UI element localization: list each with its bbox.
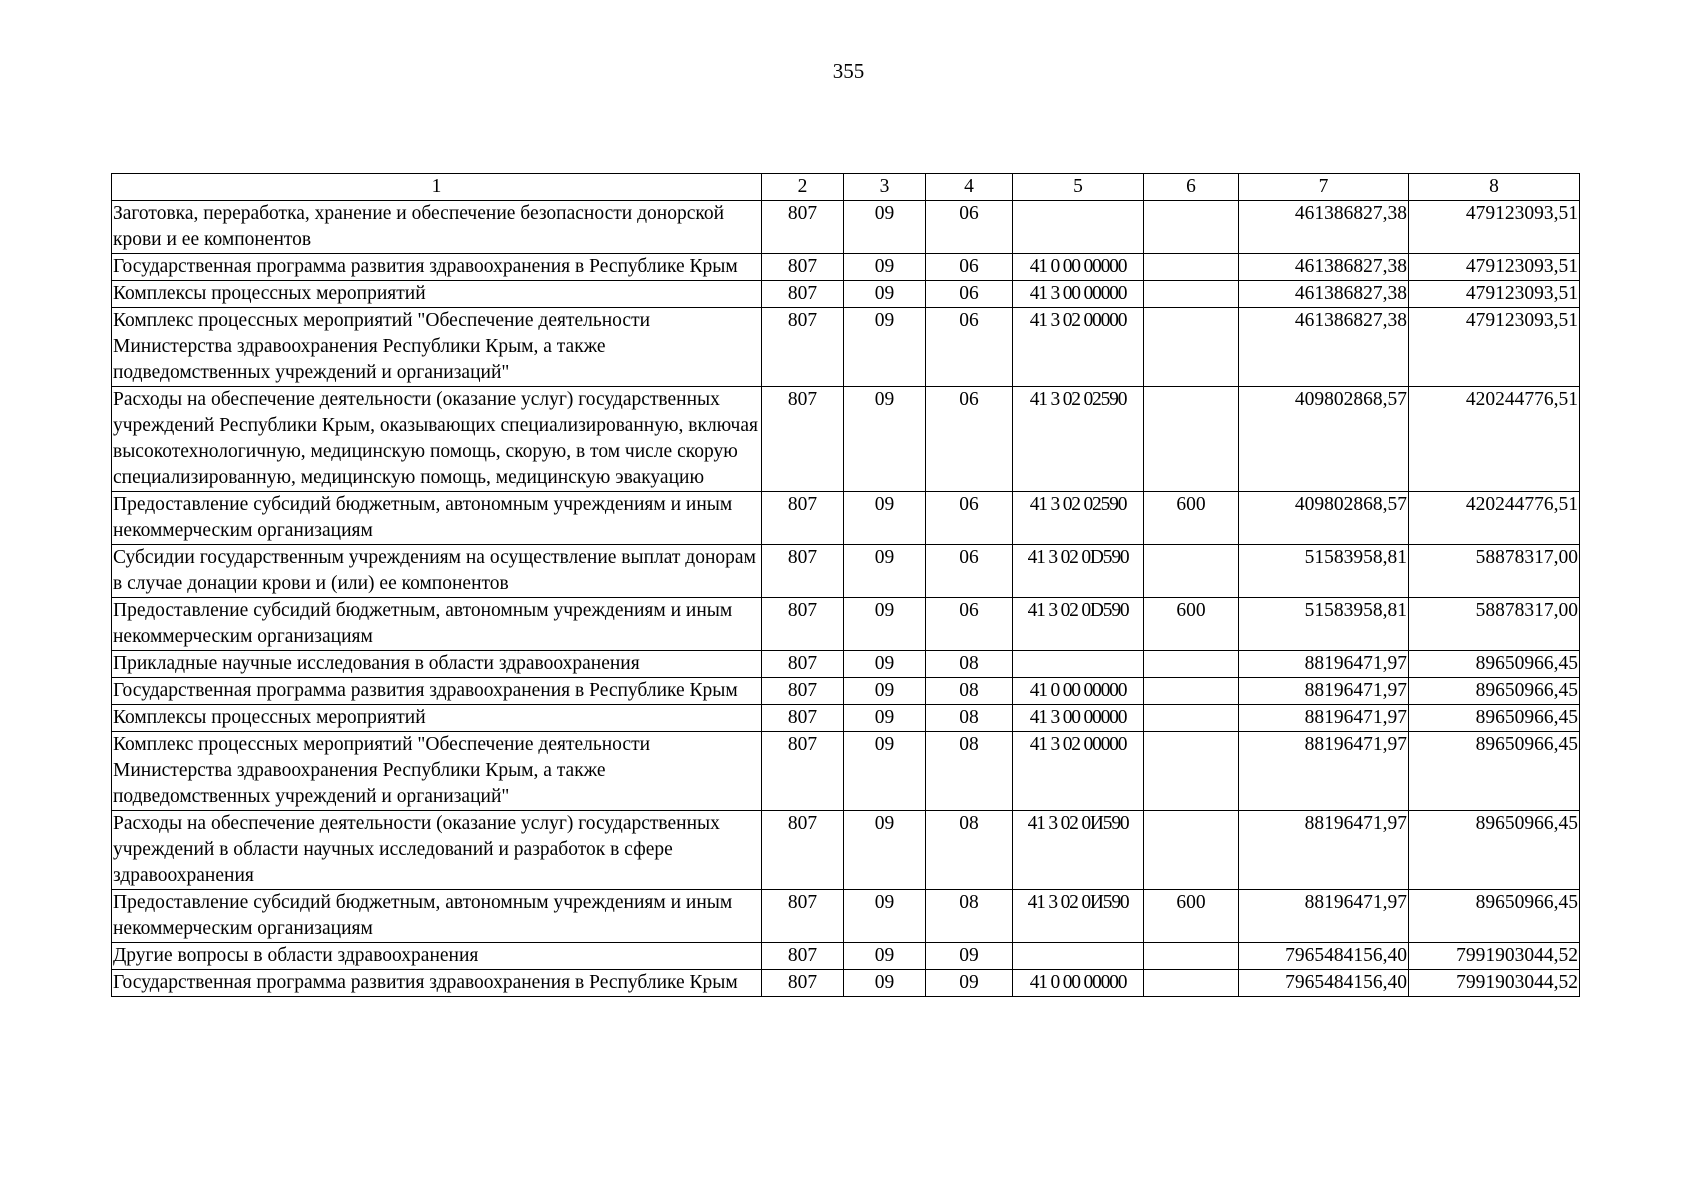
table-row — [112, 811, 1580, 890]
expense-type-cell — [1144, 970, 1239, 997]
target-article-cell — [1013, 943, 1144, 970]
target-article-cell: 41 0 00 00000 — [1013, 678, 1144, 705]
amount-year-1-cell: 88196471,97 — [1239, 732, 1409, 811]
amount-year-1-cell: 88196471,97 — [1239, 811, 1409, 890]
section-cell: 09 — [844, 254, 926, 281]
section-cell: 09 — [844, 545, 926, 598]
header-cell: 3 — [844, 174, 926, 201]
subsection-cell: 06 — [926, 201, 1013, 254]
section-cell: 09 — [844, 705, 926, 732]
subsection-cell: 08 — [926, 678, 1013, 705]
table-row — [112, 201, 1580, 254]
section-cell: 09 — [844, 598, 926, 651]
table-row — [112, 598, 1580, 651]
amount-year-2-cell: 89650966,45 — [1409, 890, 1580, 943]
header-cell: 6 — [1144, 174, 1239, 201]
amount-year-1-cell: 409802868,57 — [1239, 492, 1409, 545]
subsection-cell: 06 — [926, 281, 1013, 308]
amount-year-2-cell: 7991903044,52 — [1409, 970, 1580, 997]
section-cell: 09 — [844, 678, 926, 705]
table-row — [112, 651, 1580, 678]
target-article-cell: 41 3 00 00000 — [1013, 705, 1144, 732]
row-name-cell: Расходы на обеспечение деятельности (оказание услуг) государственных учреждений Республики Крым, оказывающих специализированную, включая высокотехнологичную, медицинскую помощь, скорую, в том числе скорую специализированную, медицинскую помощь, медицинскую эвакуацию — [112, 387, 762, 492]
admin-code-cell: 807 — [762, 201, 844, 254]
amount-year-2-cell: 89650966,45 — [1409, 705, 1580, 732]
expense-type-cell: 600 — [1144, 492, 1239, 545]
amount-year-2-cell: 89650966,45 — [1409, 732, 1580, 811]
amount-year-2-cell: 89650966,45 — [1409, 678, 1580, 705]
section-cell: 09 — [844, 281, 926, 308]
expense-type-cell — [1144, 678, 1239, 705]
row-name-cell: Прикладные научные исследования в области здравоохранения — [112, 651, 762, 678]
amount-year-1-cell: 461386827,38 — [1239, 281, 1409, 308]
table-row — [112, 970, 1580, 997]
table-row — [112, 678, 1580, 705]
section-cell: 09 — [844, 387, 926, 492]
subsection-cell: 08 — [926, 890, 1013, 943]
admin-code-cell: 807 — [762, 732, 844, 811]
section-cell: 09 — [844, 811, 926, 890]
expense-type-cell — [1144, 281, 1239, 308]
header-cell: 8 — [1409, 174, 1580, 201]
amount-year-2-cell: 58878317,00 — [1409, 545, 1580, 598]
expense-type-cell: 600 — [1144, 890, 1239, 943]
expense-type-cell — [1144, 705, 1239, 732]
amount-year-1-cell: 51583958,81 — [1239, 545, 1409, 598]
subsection-cell: 06 — [926, 254, 1013, 281]
section-cell: 09 — [844, 732, 926, 811]
amount-year-2-cell: 479123093,51 — [1409, 254, 1580, 281]
row-name-cell: Государственная программа развития здравоохранения в Республике Крым — [112, 254, 762, 281]
target-article-cell: 41 3 02 0D590 — [1013, 545, 1144, 598]
amount-year-2-cell: 420244776,51 — [1409, 387, 1580, 492]
row-name-cell: Комплексы процессных мероприятий — [112, 705, 762, 732]
header-cell: 1 — [112, 174, 762, 201]
expense-type-cell — [1144, 943, 1239, 970]
amount-year-2-cell: 420244776,51 — [1409, 492, 1580, 545]
row-name-cell: Предоставление субсидий бюджетным, автономным учреждениям и иным некоммерческим организациям — [112, 890, 762, 943]
header-cell: 7 — [1239, 174, 1409, 201]
amount-year-1-cell: 461386827,38 — [1239, 254, 1409, 281]
subsection-cell: 08 — [926, 705, 1013, 732]
expense-type-cell — [1144, 201, 1239, 254]
target-article-cell: 41 0 00 00000 — [1013, 970, 1144, 997]
table-row — [112, 492, 1580, 545]
subsection-cell: 08 — [926, 651, 1013, 678]
amount-year-2-cell: 7991903044,52 — [1409, 943, 1580, 970]
amount-year-1-cell: 7965484156,40 — [1239, 970, 1409, 997]
section-cell: 09 — [844, 890, 926, 943]
admin-code-cell: 807 — [762, 678, 844, 705]
target-article-cell: 41 3 02 00000 — [1013, 732, 1144, 811]
amount-year-1-cell: 88196471,97 — [1239, 678, 1409, 705]
admin-code-cell: 807 — [762, 387, 844, 492]
table-row — [112, 943, 1580, 970]
header-cell: 5 — [1013, 174, 1144, 201]
target-article-cell: 41 3 02 0И590 — [1013, 811, 1144, 890]
row-name-cell: Предоставление субсидий бюджетным, автономным учреждениям и иным некоммерческим организациям — [112, 492, 762, 545]
admin-code-cell: 807 — [762, 598, 844, 651]
expense-type-cell — [1144, 387, 1239, 492]
amount-year-2-cell: 89650966,45 — [1409, 811, 1580, 890]
budget-table — [111, 173, 1580, 997]
header-row — [112, 174, 1580, 201]
row-name-cell: Комплекс процессных мероприятий "Обеспечение деятельности Министерства здравоохранения Республики Крым, а также подведомственных учреждений и организаций" — [112, 732, 762, 811]
amount-year-1-cell: 88196471,97 — [1239, 651, 1409, 678]
table-row — [112, 254, 1580, 281]
target-article-cell: 41 3 02 02590 — [1013, 492, 1144, 545]
admin-code-cell: 807 — [762, 492, 844, 545]
admin-code-cell: 807 — [762, 705, 844, 732]
expense-type-cell — [1144, 732, 1239, 811]
row-name-cell: Государственная программа развития здравоохранения в Республике Крым — [112, 678, 762, 705]
amount-year-2-cell: 479123093,51 — [1409, 308, 1580, 387]
section-cell: 09 — [844, 492, 926, 545]
subsection-cell: 09 — [926, 970, 1013, 997]
target-article-cell: 41 3 00 00000 — [1013, 281, 1144, 308]
admin-code-cell: 807 — [762, 545, 844, 598]
expense-type-cell — [1144, 254, 1239, 281]
admin-code-cell: 807 — [762, 651, 844, 678]
row-name-cell: Предоставление субсидий бюджетным, автономным учреждениям и иным некоммерческим организациям — [112, 598, 762, 651]
admin-code-cell: 807 — [762, 254, 844, 281]
table-row — [112, 705, 1580, 732]
amount-year-1-cell: 88196471,97 — [1239, 705, 1409, 732]
section-cell: 09 — [844, 970, 926, 997]
amount-year-2-cell: 58878317,00 — [1409, 598, 1580, 651]
target-article-cell: 41 3 02 0D590 — [1013, 598, 1144, 651]
row-name-cell: Комплекс процессных мероприятий "Обеспечение деятельности Министерства здравоохранения Республики Крым, а также подведомственных учреждений и организаций" — [112, 308, 762, 387]
section-cell: 09 — [844, 308, 926, 387]
table-body — [112, 174, 1580, 997]
header-cell: 2 — [762, 174, 844, 201]
amount-year-2-cell: 89650966,45 — [1409, 651, 1580, 678]
amount-year-1-cell: 51583958,81 — [1239, 598, 1409, 651]
amount-year-1-cell: 461386827,38 — [1239, 201, 1409, 254]
table-row — [112, 308, 1580, 387]
target-article-cell — [1013, 201, 1144, 254]
target-article-cell — [1013, 651, 1144, 678]
amount-year-1-cell: 7965484156,40 — [1239, 943, 1409, 970]
table-row — [112, 545, 1580, 598]
admin-code-cell: 807 — [762, 281, 844, 308]
table-row — [112, 732, 1580, 811]
subsection-cell: 06 — [926, 492, 1013, 545]
amount-year-2-cell: 479123093,51 — [1409, 281, 1580, 308]
expense-type-cell — [1144, 811, 1239, 890]
row-name-cell: Субсидии государственным учреждениям на осуществление выплат донорам в случае донации крови и (или) ее компонентов — [112, 545, 762, 598]
amount-year-1-cell: 461386827,38 — [1239, 308, 1409, 387]
expense-type-cell — [1144, 308, 1239, 387]
section-cell: 09 — [844, 943, 926, 970]
admin-code-cell: 807 — [762, 970, 844, 997]
admin-code-cell: 807 — [762, 308, 844, 387]
table-row — [112, 890, 1580, 943]
expense-type-cell — [1144, 545, 1239, 598]
subsection-cell: 09 — [926, 943, 1013, 970]
admin-code-cell: 807 — [762, 811, 844, 890]
subsection-cell: 08 — [926, 811, 1013, 890]
row-name-cell: Комплексы процессных мероприятий — [112, 281, 762, 308]
table-row — [112, 281, 1580, 308]
header-cell: 4 — [926, 174, 1013, 201]
row-name-cell: Другие вопросы в области здравоохранения — [112, 943, 762, 970]
subsection-cell: 06 — [926, 598, 1013, 651]
target-article-cell: 41 3 02 00000 — [1013, 308, 1144, 387]
admin-code-cell: 807 — [762, 890, 844, 943]
section-cell: 09 — [844, 201, 926, 254]
amount-year-2-cell: 479123093,51 — [1409, 201, 1580, 254]
target-article-cell: 41 0 00 00000 — [1013, 254, 1144, 281]
page-number: 355 — [832, 59, 865, 83]
subsection-cell: 06 — [926, 308, 1013, 387]
row-name-cell: Расходы на обеспечение деятельности (оказание услуг) государственных учреждений в области научных исследований и разработок в сфере здравоохранения — [112, 811, 762, 890]
amount-year-1-cell: 409802868,57 — [1239, 387, 1409, 492]
row-name-cell: Государственная программа развития здравоохранения в Республике Крым — [112, 970, 762, 997]
subsection-cell: 06 — [926, 545, 1013, 598]
expense-type-cell — [1144, 651, 1239, 678]
amount-year-1-cell: 88196471,97 — [1239, 890, 1409, 943]
admin-code-cell: 807 — [762, 943, 844, 970]
table-row — [112, 387, 1580, 492]
section-cell: 09 — [844, 651, 926, 678]
expense-type-cell: 600 — [1144, 598, 1239, 651]
target-article-cell: 41 3 02 0И590 — [1013, 890, 1144, 943]
row-name-cell: Заготовка, переработка, хранение и обеспечение безопасности донорской крови и ее компонентов — [112, 201, 762, 254]
subsection-cell: 08 — [926, 732, 1013, 811]
subsection-cell: 06 — [926, 387, 1013, 492]
target-article-cell: 41 3 02 02590 — [1013, 387, 1144, 492]
